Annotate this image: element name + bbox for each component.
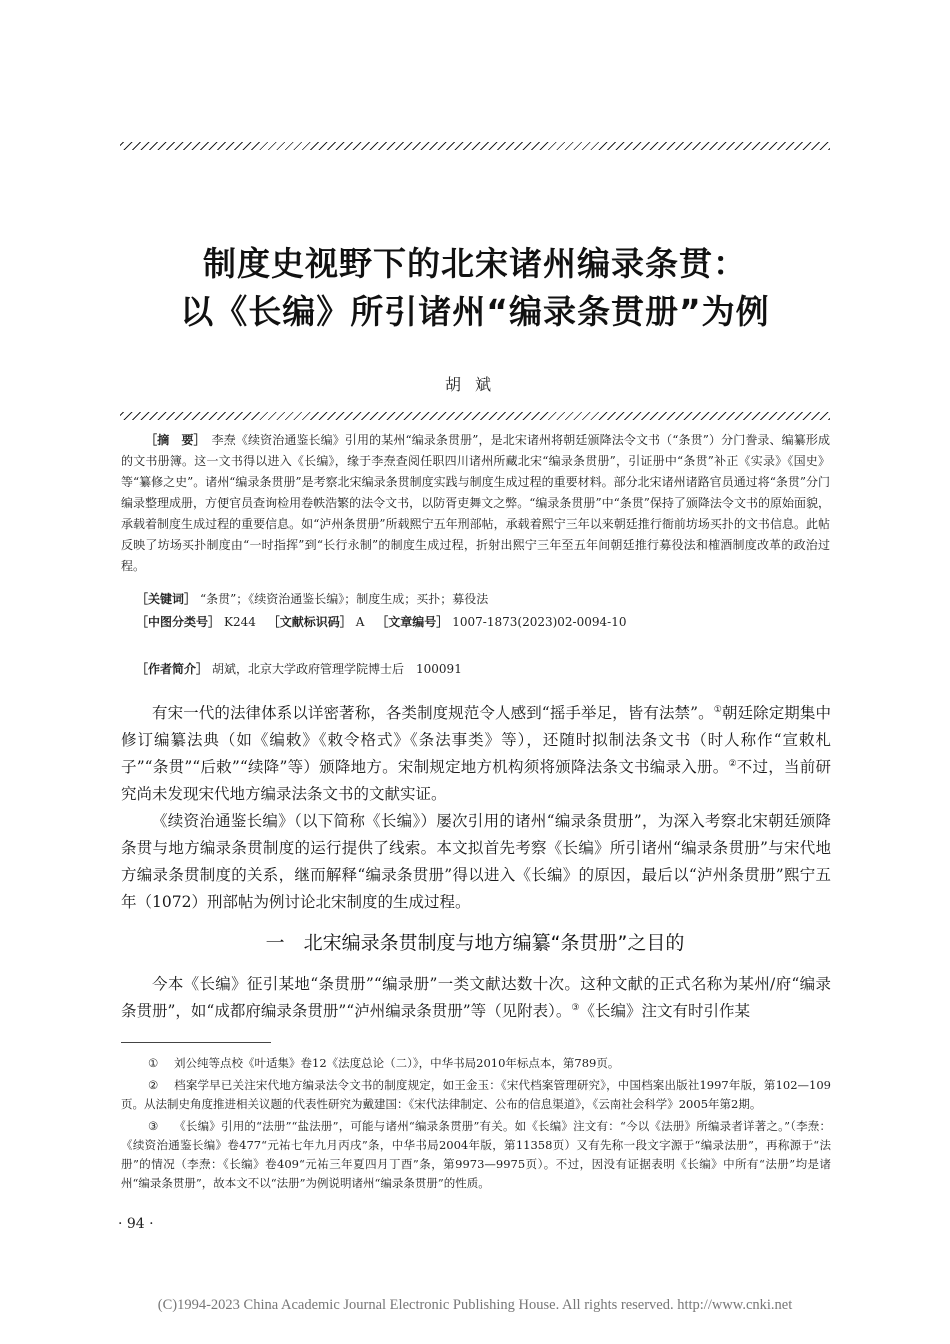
keywords-text: “条贯”；《续资治通鉴长编》；制度生成；买扑；募役法	[200, 592, 489, 606]
footnote-3: ③ 《长编》引用的“法册”“盐法册”，可能与诸州“编录条贯册”有关。如《长编》注文有：“今以《法册》所编录者详著之。”（李焘：《续资治通鉴长编》卷477“元祐七年九月丙戌”条，中华书局2004年版，第11358页）又有先称一段文字源于“编录法册”，再称源于“法册”的情况（李焘：《长编》卷409“元祐三年夏四月丁酉”条，第9973—9975页）。不过，因没有证据表明《长编》中所有“法册”均是诸州“编录条贯册”，故本文不以“法册”为例说明诸州“编录条贯册”的性质。	[121, 1119, 831, 1190]
author-intro-text: 胡斌，北京大学政府管理学院博士后 100091	[212, 662, 462, 676]
abstract-label: ［摘 要］	[145, 433, 206, 447]
clc-label: ［中图分类号］	[136, 615, 221, 629]
body-section-1	[121, 971, 831, 1025]
doc-code-value: A	[355, 615, 365, 629]
author-intro-label: ［作者简介］	[136, 662, 209, 676]
body-paragraph-3: 今本《长编》征引某地“条贯册”“编录册”一类文献达数十次。这种文献的正式名称为某州/府“编录条贯册”，如“成都府编录条贯册”“泸州编录条贯册”等（见附表）。③《长编》注文有时引作某	[121, 975, 831, 1020]
copyright-footer: (C)1994-2023 China Academic Journal Electronic Publishing House. All rights reserved. http://www.cnki.net	[157, 1297, 793, 1313]
footnote-ref-1[interactable]: ①	[713, 704, 722, 715]
author-name: 胡斌	[444, 375, 505, 394]
mid-wavy-rule	[120, 412, 830, 420]
title-line-1: 制度史视野下的北宋诸州编录条贯：	[203, 244, 747, 283]
abstract-text: 李焘《续资治通鉴长编》引用的某州“编录条贯册”，是北宋诸州将朝廷颁降法令文书（“条贯”）分门誊录、编纂形成的文书册簿。这一文书得以进入《长编》，缘于李焘查阅任职四川诸州所藏北宋“编录条贯册”，引证册中“条贯”补正《实录》《国史》等“纂修之史”。诸州“编录条贯册”是考察北宋编录条贯制度实践与制度生成过程的重要材料。部分北宋诸州诸路官员通过将“条贯”分门编录整理成册，方便官员查询检用卷帙浩繁的法令文书，以防胥吏舞文之弊。“编录条贯册”中“条贯”保持了颁降法令文书的原始面貌，承载着制度生成过程的重要信息。如“泸州条贯册”所载熙宁五年刑部帖，承载着熙宁三年以来朝廷推行衙前坊场买扑的文书信息。此帖反映了坊场买扑制度由“一时指挥”到“长行永制”的制度生成过程，折射出熙宁三年至五年间朝廷推行募役法和榷酒制度改革的政治过程。	[121, 433, 830, 573]
top-wavy-rule	[120, 142, 830, 150]
footnote-1: ① 刘公纯等点校《叶适集》卷12《法度总论（二）》，中华书局2010年标点本，第789页。	[148, 1056, 620, 1070]
clc-value: K244	[224, 615, 256, 629]
keywords-line	[136, 590, 488, 607]
page-number: · 94 ·	[118, 1216, 154, 1232]
footnotes	[121, 1054, 831, 1196]
classification-line	[136, 613, 626, 630]
article-number-value: 1007-1873(2023)02-0094-10	[452, 615, 627, 629]
footnote-ref-3[interactable]: ③	[571, 1002, 580, 1013]
body-intro	[121, 700, 831, 916]
title-line-2: 以《长编》所引诸州“编录条贯册”为例	[180, 292, 770, 331]
body-paragraph-2: 《续资治通鉴长编》（以下简称《长编》）屡次引用的诸州“编录条贯册”，为深入考察北宋朝廷颁降条贯与地方编录条贯制度的运行提供了线索。本文拟首先考察《长编》所引诸州“编录条贯册”与宋代地方编录条贯制度的关系，继而解释“编录条贯册”得以进入《长编》的原因，最后以“泸州条贯册”熙宁五年（1072）刑部帖为例讨论北宋制度的生成过程。	[121, 812, 831, 911]
keywords-label: ［关键词］	[136, 592, 197, 606]
footnote-ref-2[interactable]: ②	[728, 758, 737, 769]
doc-code-label: ［文献标识码］	[267, 615, 352, 629]
footnote-2: ② 档案学早已关注宋代地方编录法令文书的制度规定，如王金玉：《宋代档案管理研究》，中国档案出版社1997年版，第102—109页。从法制史角度推进相关议题的代表性研究为戴建国：《宋代法律制定、公布的信息渠道》，《云南社会科学》2005年第2期。	[121, 1078, 831, 1111]
body-paragraph-1: 有宋一代的法律体系以详密著称，各类制度规范令人感到“摇手举足，皆有法禁”。①朝廷除定期集中修订编纂法典（如《编敕》《敕令格式》《条法事类》等），还随时拟制法条文书（时人称作“宣敕札子”“条贯”“后敕”“续降”等）颁降地方。宋制规定地方机构须将颁降法条文书编录入册。②不过，当前研究尚未发现宋代地方编录法条文书的文献实证。	[121, 704, 831, 803]
author-intro-line	[136, 660, 462, 677]
section-heading: 一 北宋编录条贯制度与地方编纂“条贯册”之目的	[265, 932, 685, 954]
footnote-divider	[121, 1042, 271, 1043]
article-number-label: ［文章编号］	[376, 615, 449, 629]
abstract-block	[121, 430, 830, 577]
